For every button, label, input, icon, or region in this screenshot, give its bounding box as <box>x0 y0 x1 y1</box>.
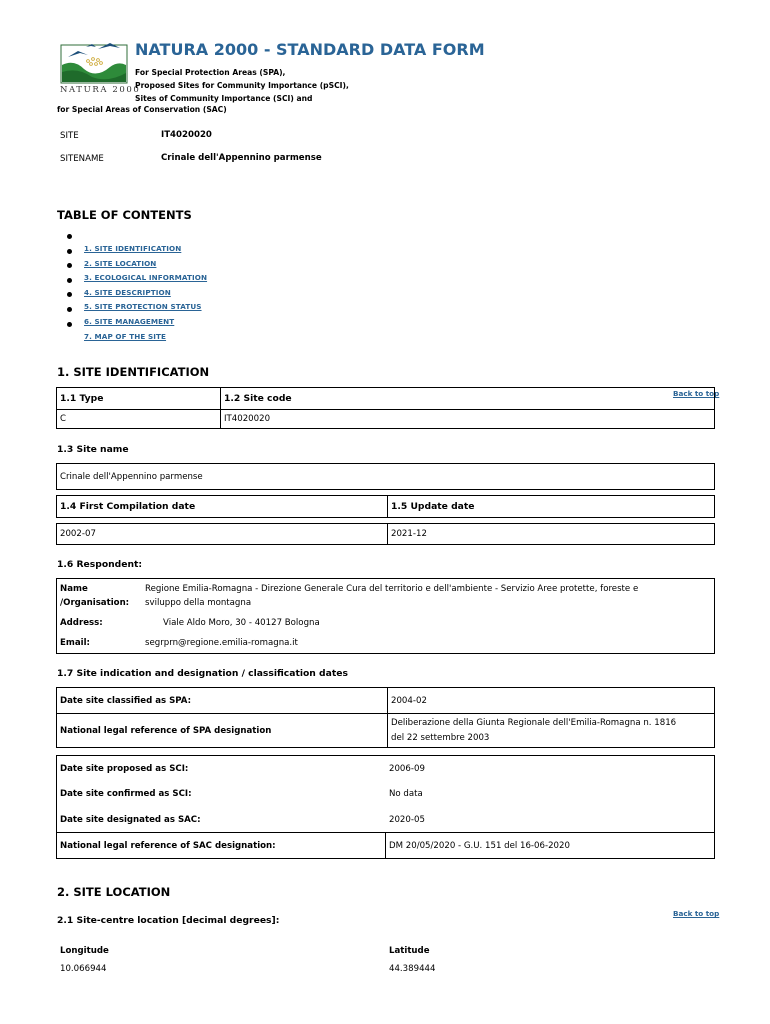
site-centre-heading: 2.1 Site-centre location [decimal degrees]: <box>57 915 280 926</box>
update-date-label: 1.5 Update date <box>388 496 715 518</box>
intro-text <box>135 66 349 105</box>
site-value: IT4020020 <box>161 130 212 140</box>
sitename-value: Crinale dell'Appennino parmense <box>161 153 322 163</box>
toc-link-site-protection-status[interactable]: 5. SITE PROTECTION STATUS <box>84 302 202 312</box>
intro-line: Proposed Sites for Community Importance (pSCI), <box>135 81 349 90</box>
respondent-name-label-line: /Organisation: <box>60 598 130 608</box>
toc-item <box>66 234 207 253</box>
respondent-name-label-line: Name <box>60 584 88 594</box>
sitename-label: SITENAME <box>60 154 104 164</box>
intro-line: For Special Protection Areas (SPA), <box>135 68 286 77</box>
update-date-value: 2021-12 <box>388 524 715 545</box>
latitude-value: 44.389444 <box>389 964 436 974</box>
type-label: 1.1 Type <box>57 388 221 410</box>
type-value: C <box>57 410 221 429</box>
site-name-table <box>56 463 715 490</box>
site-name-heading: 1.3 Site name <box>57 444 129 455</box>
first-compilation-value: 2002-07 <box>57 524 388 545</box>
respondent-email-value: segrprn@regione.emilia-romagna.it <box>145 638 298 648</box>
toc-link-site-identification[interactable]: 1. SITE IDENTIFICATION <box>84 244 182 253</box>
code-label: 1.2 Site code <box>221 388 715 410</box>
spa-ref-value <box>388 714 715 748</box>
back-to-top-link[interactable]: Back to top <box>673 389 720 398</box>
type-code-table <box>56 387 715 429</box>
toc-heading: TABLE OF CONTENTS <box>57 208 192 222</box>
respondent-address-label: Address: <box>60 618 103 628</box>
section-2-heading: 2. SITE LOCATION <box>57 885 171 899</box>
site-label: SITE <box>60 131 79 141</box>
spa-ref-value-line: Deliberazione della Giunta Regionale dell'Emilia-Romagna n. 1816 <box>391 717 677 728</box>
code-value: IT4020020 <box>221 410 715 429</box>
latitude-label: Latitude <box>389 946 430 956</box>
compilation-dates-values <box>56 523 715 545</box>
longitude-label: Longitude <box>60 946 109 956</box>
toc-item <box>66 322 207 341</box>
sci-proposed-label: Date site proposed as SCI: <box>60 764 189 774</box>
first-compilation-label: 1.4 First Compilation date <box>57 496 388 518</box>
spa-ref-value-line: del 22 settembre 2003 <box>391 732 490 743</box>
respondent-email-label: Email: <box>60 638 90 648</box>
toc-list <box>66 234 208 341</box>
longitude-value: 10.066944 <box>60 964 107 974</box>
back-to-top-link[interactable]: Back to top <box>673 909 720 918</box>
sci-confirmed-value: No data <box>389 789 423 799</box>
sac-designated-label: Date site designated as SAC: <box>60 815 201 825</box>
toc-link-site-location[interactable]: 2. SITE LOCATION <box>84 258 157 268</box>
sac-ref-label: National legal reference of SAC designation: <box>60 841 276 851</box>
spa-table <box>56 687 715 748</box>
divider <box>385 832 386 858</box>
intro-line: for Special Areas of Conservation (SAC) <box>57 105 227 114</box>
toc-item <box>66 263 208 283</box>
toc-link-map-of-the-site[interactable]: 7. MAP OF THE SITE <box>84 331 167 341</box>
respondent-name-value-line: Regione Emilia-Romagna - Direzione Generale Cura del territorio e dell'ambiente - Servizio Aree protette, foreste e <box>145 584 639 594</box>
sci-confirmed-label: Date site confirmed as SCI: <box>60 789 192 799</box>
sci-proposed-value: 2006-09 <box>389 764 425 774</box>
toc-item <box>66 278 207 297</box>
intro-line: Sites of Community Importance (SCI) and <box>135 94 313 103</box>
spa-ref-label: National legal reference of SPA designation <box>57 714 388 748</box>
sac-designated-value: 2020-05 <box>389 815 425 825</box>
respondent-name-value-line: sviluppo della montagna <box>145 598 252 608</box>
spa-classified-value: 2004-02 <box>388 688 715 714</box>
toc-link-ecological-information[interactable]: 3. ECOLOGICAL INFORMATION <box>84 273 208 283</box>
sac-ref-value: DM 20/05/2020 - G.U. 151 del 16-06-2020 <box>389 841 570 851</box>
designation-heading: 1.7 Site indication and designation / classification dates <box>57 668 348 679</box>
sci-sac-box <box>56 755 715 859</box>
site-name-value: Crinale dell'Appennino parmense <box>57 464 715 490</box>
respondent-name-label <box>60 584 129 608</box>
section-1-heading: 1. SITE IDENTIFICATION <box>57 365 210 379</box>
spa-classified-label: Date site classified as SPA: <box>57 688 388 714</box>
toc-link-site-description[interactable]: 4. SITE DESCRIPTION <box>84 287 171 297</box>
page-title: NATURA 2000 - STANDARD DATA FORM <box>135 40 485 59</box>
respondent-heading: 1.6 Respondent: <box>57 559 143 570</box>
toc-item <box>66 249 207 268</box>
logo-text: NATURA 2000 <box>60 85 141 95</box>
toc-link-site-management[interactable]: 6. SITE MANAGEMENT <box>84 316 175 326</box>
respondent-box <box>56 578 715 654</box>
toc-item <box>66 292 207 312</box>
respondent-name-value <box>145 584 638 608</box>
toc-item <box>66 307 207 326</box>
compilation-dates-header <box>56 495 715 518</box>
respondent-address-value: Viale Aldo Moro, 30 - 40127 Bologna <box>163 618 320 628</box>
